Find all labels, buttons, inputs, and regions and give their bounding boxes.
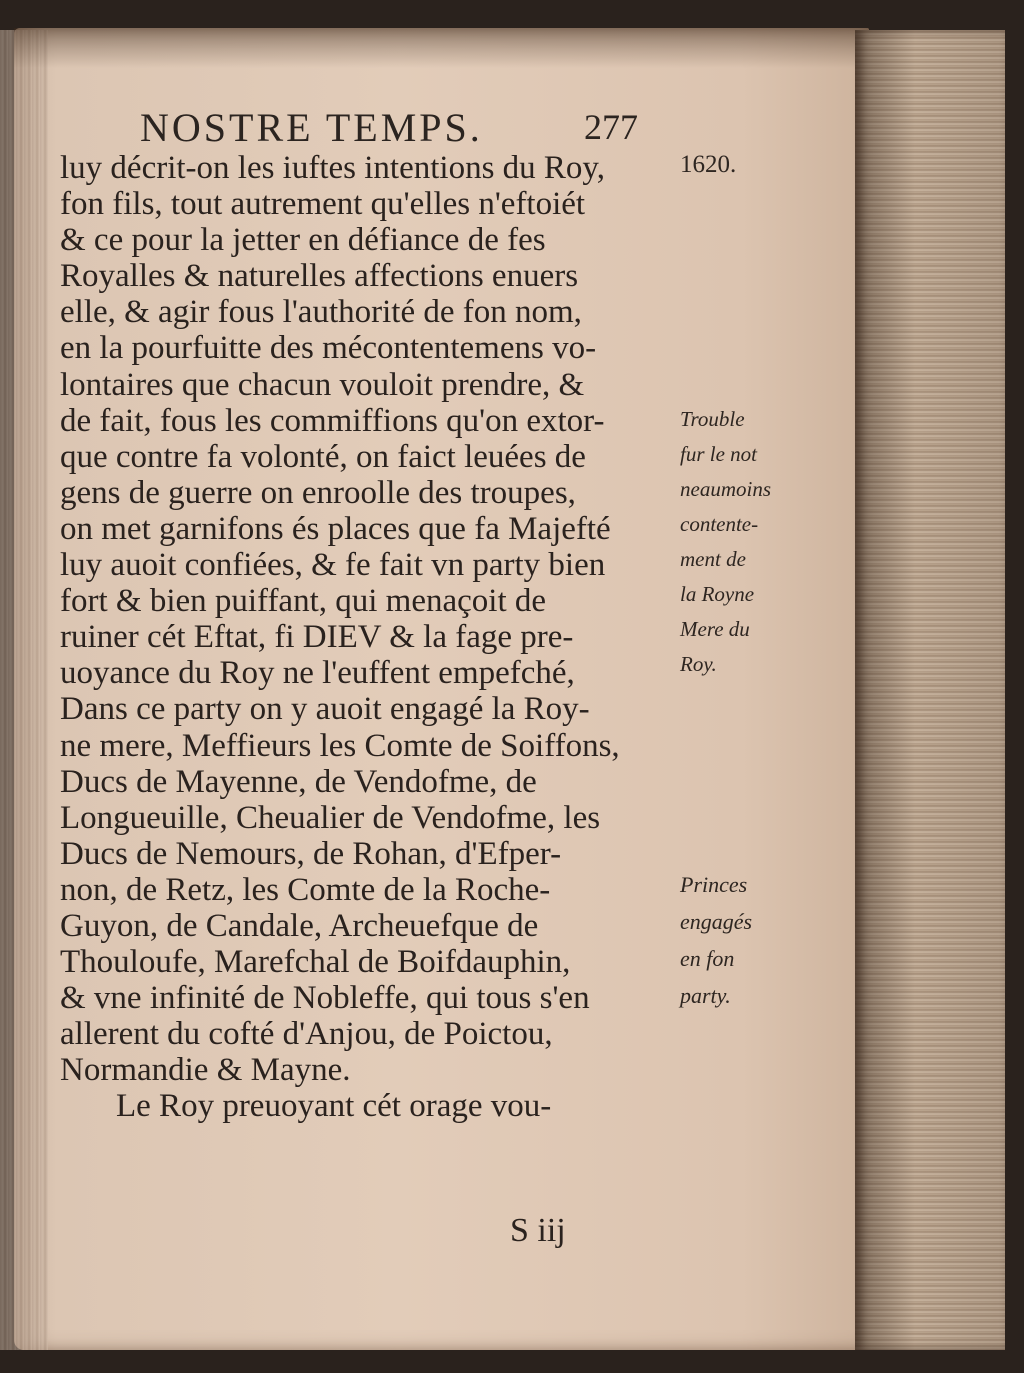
margin-note-line: Mere du	[680, 617, 750, 641]
text-line: gens de guerre on enroolle des troupes,	[60, 474, 576, 511]
text-line: lontaires que chacun vouloit prendre, &	[60, 366, 585, 403]
text-line: Longueuille, Cheualier de Vendofme, les	[60, 799, 601, 836]
text-line: Ducs de Nemours, de Rohan, d'Efper-	[60, 835, 562, 872]
text-line: Dans ce party on y auoit engagé la Roy-	[60, 691, 590, 728]
text-line: ne mere, Meffieurs les Comte de Soiffons,	[60, 727, 620, 764]
margin-note-line: engagés	[680, 909, 753, 934]
text-line: uoyance du Roy ne l'euffent empefché,	[60, 655, 575, 692]
text-line: de fait, fous les commiffions qu'on extor-	[60, 402, 605, 439]
text-line: elle, & agir fous l'authorité de fon nom,	[60, 294, 582, 331]
text-line: & vne infinité de Nobleffe, qui tous s'en	[60, 980, 590, 1017]
signature-mark: S iij	[510, 1212, 566, 1249]
body-text	[60, 150, 700, 1125]
page-number: 277	[584, 107, 638, 147]
margin-note-trouble	[680, 402, 771, 682]
text-line: allerent du cofté d'Anjou, de Poictou,	[60, 1016, 553, 1053]
text-line: on met garnifons és places que fa Majefté	[60, 510, 611, 547]
text-line: luy auoit confiées, & fe fait vn party bien	[60, 547, 606, 584]
margin-note-line: ment de	[680, 547, 746, 571]
margin-note-line: Princes	[680, 872, 748, 897]
text-line: Ducs de Mayenne, de Vendofme, de	[60, 763, 537, 800]
margin-note-line: Roy.	[680, 652, 717, 676]
margin-note-line: en fon	[680, 946, 735, 971]
text-line: Le Roy preuoyant cét orage vou-	[116, 1088, 552, 1125]
text-line: Thouloufe, Marefchal de Boifdauphin,	[60, 944, 571, 981]
text-line: fort & bien puiffant, qui menaçoit de	[60, 583, 547, 620]
margin-note-line: fur le not	[680, 442, 757, 466]
margin-note-line: neaumoins	[680, 477, 771, 501]
page-top-shadow	[14, 28, 869, 68]
text-line: Royalles & naturelles affections enuers	[60, 258, 579, 295]
text-line: en la pourfuitte des mécontentemens vo-	[60, 330, 597, 367]
text-line: luy décrit-on les iuftes intentions du Roy,	[60, 150, 606, 186]
text-line: Normandie & Mayne.	[60, 1052, 351, 1089]
text-line: & ce pour la jetter en défiance de fes	[60, 222, 546, 259]
margin-note-line: la Royne	[680, 582, 755, 606]
text-line: non, de Retz, les Comte de la Roche-	[60, 871, 551, 908]
text-line: Guyon, de Candale, Archeuefque de	[60, 907, 539, 944]
fore-edge-shade	[855, 30, 1005, 1350]
gutter-shadow	[0, 30, 48, 1350]
text-line: fon fils, tout autrement qu'elles n'eftoiét	[60, 186, 586, 223]
running-head	[140, 104, 680, 152]
margin-date: 1620.	[680, 151, 737, 178]
margin-note-line: contente-	[680, 512, 759, 536]
margin-note-line: Trouble	[680, 407, 745, 431]
margin-note-line: party.	[680, 983, 731, 1008]
running-title: NOSTRE TEMPS.	[140, 105, 483, 150]
margin-note-princes	[680, 866, 752, 1014]
text-line: ruiner cét Eftat, fi DIEV & la fage pre-	[60, 619, 574, 656]
text-line: que contre fa volonté, on faict leuées de	[60, 438, 586, 475]
